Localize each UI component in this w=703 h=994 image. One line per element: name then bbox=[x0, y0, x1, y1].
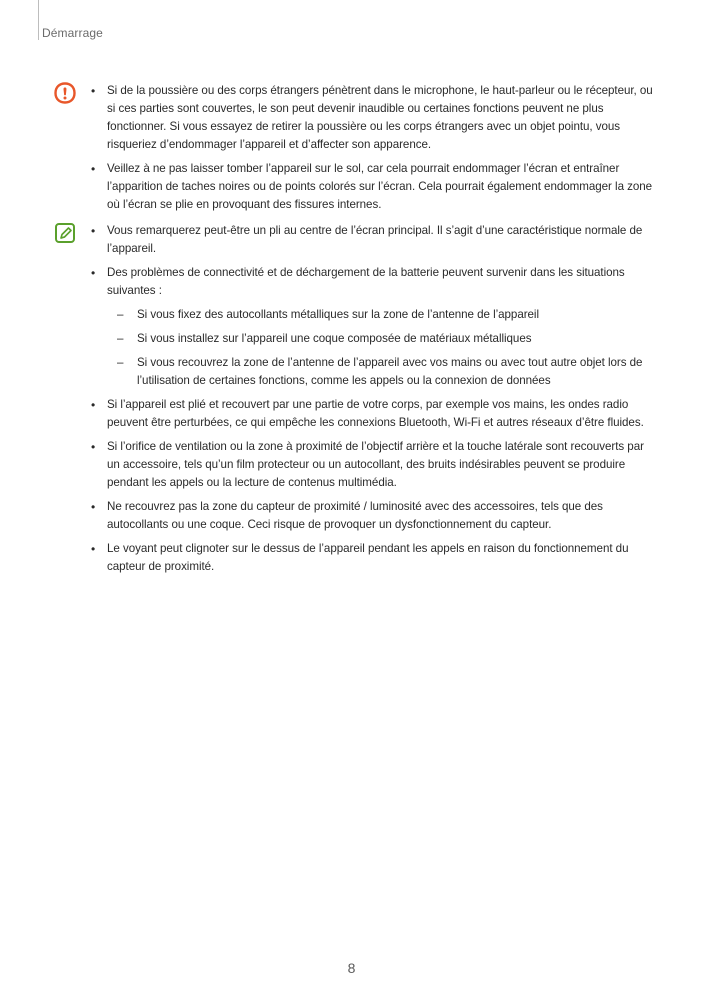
note-list bbox=[54, 222, 654, 576]
caution-item: • Si de la poussière ou des corps étrangers pénètrent dans le microphone, le haut-parleur ou le récepteur, ou si ces parties sont couvertes, le son peut devenir inaudible ou certaines fonctions peuvent ne plus fonctionner. Si vous essayez de retirer la poussière ou les corps étrangers avec un objet pointu, vous risqueriez d’endommager l’appareil et d’affecter son apparence. bbox=[91, 84, 653, 151]
note-item: • Si l’orifice de ventilation ou la zone à proximité de l’objectif arrière et la touche latérale sont recouverts par un accessoire, tels qu’un film protecteur ou un autocollant, des bruits indésirables peuvent se produire pendant les appels ou la lecture de contenus multimédia. bbox=[91, 440, 644, 489]
dash-icon: – bbox=[117, 308, 124, 321]
caution-list bbox=[54, 82, 654, 214]
note-item: • Le voyant peut clignoter sur le dessus de l’appareil pendant les appels en raison du fonctionnement du capteur de proximité. bbox=[91, 542, 629, 573]
note-block bbox=[54, 222, 654, 582]
note-sub-list bbox=[107, 306, 654, 390]
dash-icon: – bbox=[117, 332, 124, 345]
bullet-icon: • bbox=[91, 500, 96, 514]
note-icon bbox=[54, 222, 76, 244]
caution-block bbox=[54, 82, 654, 220]
note-item: • Des problèmes de connectivité et de déchargement de la batterie peuvent survenir dans les situations suivantes : – Si vous fixez des autocollants métalliques sur la zone de l’antenne de l’appareil – Si vous installez sur l’appareil une coque composée de matériaux métalliques – Si vous recouvrez la zone de l’antenne de l’appareil avec vos mains ou avec tout autre objet lors de l’utilisation de certaines fonctions, comme les appels ou la connexion de données bbox=[107, 264, 654, 390]
note-sub-item: – Si vous installez sur l’appareil une coque composée de matériaux métalliques bbox=[137, 330, 654, 348]
header-divider bbox=[38, 0, 39, 40]
bullet-icon: • bbox=[91, 440, 96, 454]
page-number: 8 bbox=[347, 960, 356, 976]
caution-item: • Veillez à ne pas laisser tomber l’appareil sur le sol, car cela pourrait endommager l’écran et entraîner l’apparition de taches noires ou de points colorés sur l’écran. Cela pourrait également endommager la zone où l’écran se plie en provoquant des fissures internes. bbox=[91, 162, 653, 211]
bullet-icon: • bbox=[91, 266, 96, 280]
note-sub-item: – Si vous fixez des autocollants métalliques sur la zone de l’antenne de l’appareil bbox=[137, 306, 654, 324]
bullet-icon: • bbox=[91, 398, 96, 412]
bullet-icon: • bbox=[91, 224, 96, 238]
bullet-icon: • bbox=[91, 84, 96, 98]
bullet-icon: • bbox=[91, 542, 96, 556]
note-item: • Ne recouvrez pas la zone du capteur de proximité / luminosité avec des accessoires, tels que des autocollants ou une coque. Ceci risque de provoquer un dysfonctionnement du capteur. bbox=[91, 500, 603, 531]
note-item: • Vous remarquerez peut-être un pli au centre de l’écran principal. Il s’agit d’une caractéristique normale de l’appareil. bbox=[91, 224, 643, 255]
note-item: • Si l’appareil est plié et recouvert par une partie de votre corps, par exemple vos mains, les ondes radio peuvent être perturbées, ce qui empêche les connexions Bluetooth, Wi-Fi et autres réseaux d’être fluides. bbox=[91, 398, 644, 429]
section-title: Démarrage bbox=[42, 26, 103, 40]
bullet-icon: • bbox=[91, 162, 96, 176]
dash-icon: – bbox=[117, 356, 124, 369]
caution-icon bbox=[54, 82, 76, 104]
note-sub-item: – Si vous recouvrez la zone de l’antenne de l’appareil avec vos mains ou avec tout autre objet lors de l’utilisation de certaines fonctions, comme les appels ou la connexion de données bbox=[117, 356, 643, 387]
